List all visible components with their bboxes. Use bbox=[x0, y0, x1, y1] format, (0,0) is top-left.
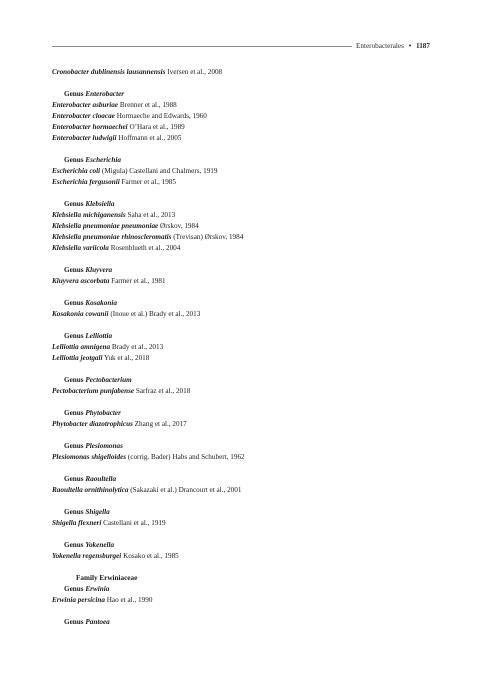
species-authority: Farmer et al., 1981 bbox=[111, 277, 166, 285]
genus-heading: Genus Pectobacterium bbox=[64, 376, 132, 384]
species-name: Shigella flexneri bbox=[52, 519, 102, 527]
bullet-separator: • bbox=[408, 42, 412, 50]
genus-name: Klebsiella bbox=[85, 200, 115, 208]
species-authority: Castellani et al., 1919 bbox=[103, 519, 166, 527]
genus-name: Shigella bbox=[85, 508, 110, 516]
species-name: Lelliottia amnigena bbox=[52, 343, 111, 351]
genus-heading: Genus Plesiomonas bbox=[64, 442, 123, 450]
species-name: Raoultella ornithinolytica bbox=[52, 486, 129, 494]
genus-name: Pantoea bbox=[85, 618, 110, 626]
genus-name: Erwinia bbox=[85, 585, 110, 593]
running-header bbox=[52, 40, 430, 52]
genus-block-lelliottia bbox=[52, 331, 432, 364]
taxonomy-list bbox=[52, 67, 432, 628]
running-title: Enterobacterales bbox=[356, 42, 404, 50]
genus-heading: Genus Yokenella bbox=[64, 541, 115, 549]
genus-name: Plesiomonas bbox=[85, 442, 123, 450]
species-name: Pectobacterium punjabense bbox=[52, 387, 135, 395]
species-name: Escherichia coli bbox=[52, 167, 101, 175]
species-entry bbox=[52, 386, 432, 397]
species-name: Klebsiella pneumoniae rhinoscleromatis bbox=[52, 233, 172, 241]
genus-block-pectobacterium bbox=[52, 375, 432, 397]
species-name: Plesiomonas shigelloides bbox=[52, 453, 127, 461]
species-name: Klebsiella pneumoniae pneumoniae bbox=[52, 222, 159, 230]
species-entry bbox=[52, 452, 432, 463]
page-number: 1187 bbox=[416, 42, 430, 50]
species-entry bbox=[52, 67, 432, 78]
family-heading: Family Erwiniaceae bbox=[76, 574, 138, 582]
genus-heading: Genus Enterobacter bbox=[64, 90, 125, 98]
header-text bbox=[356, 40, 430, 52]
genus-name: Enterobacter bbox=[85, 90, 125, 98]
species-name: Kluyvera ascorbata bbox=[52, 277, 110, 285]
genus-block-enterobacter bbox=[52, 89, 432, 144]
species-entry bbox=[52, 485, 432, 496]
species-name: Enterobacter asburiae bbox=[52, 101, 119, 109]
species-name: Erwinia persicina bbox=[52, 596, 105, 604]
genus-heading: Genus Kluyvera bbox=[64, 266, 113, 274]
species-name: Escherichia fergusonii bbox=[52, 178, 120, 186]
species-name: Cronobacter dublinensis lausannensis bbox=[52, 68, 166, 76]
genus-name: Escherichia bbox=[85, 156, 121, 164]
genus-block-phytobacter bbox=[52, 408, 432, 430]
species-authority: (Sakazaki et al.) Drancourt et al., 2001 bbox=[130, 486, 242, 494]
species-entry bbox=[52, 243, 432, 254]
genus-block-yokenella bbox=[52, 540, 432, 562]
species-authority: Brady et al., 2013 bbox=[111, 343, 164, 351]
species-authority: Rosenblueth et al., 2004 bbox=[110, 244, 181, 252]
species-authority: Brenner et al., 1988 bbox=[119, 101, 177, 109]
species-authority: (Migula) Castellani and Chalmers, 1919 bbox=[101, 167, 218, 175]
species-name: Enterobacter hormaechei bbox=[52, 123, 128, 131]
species-entry bbox=[52, 100, 432, 111]
species-authority: (Inoue et al.) Brady et al., 2013 bbox=[110, 310, 201, 318]
species-authority: Ørskov, 1984 bbox=[160, 222, 199, 230]
header-rule bbox=[52, 46, 352, 47]
species-entry bbox=[52, 210, 432, 221]
genus-heading: Genus Raoultella bbox=[64, 475, 117, 483]
species-entry bbox=[52, 518, 432, 529]
genus-block-kluyvera bbox=[52, 265, 432, 287]
species-authority: Sarfraz et al., 2018 bbox=[135, 387, 191, 395]
species-name: Klebsiella variicola bbox=[52, 244, 109, 252]
species-entry bbox=[52, 232, 432, 243]
genus-heading: Genus Kosakonia bbox=[64, 299, 117, 307]
family-block-erwiniaceae bbox=[52, 573, 432, 606]
species-entry bbox=[52, 221, 432, 232]
species-authority: Yuk et al., 2018 bbox=[104, 354, 150, 362]
species-authority: Farmer et al., 1985 bbox=[121, 178, 176, 186]
species-authority: O’Hara et al., 1989 bbox=[129, 123, 185, 131]
genus-block-shigella bbox=[52, 507, 432, 529]
genus-heading: Genus Phytobacter bbox=[64, 409, 121, 417]
genus-name: Yokenella bbox=[85, 541, 115, 549]
species-entry bbox=[52, 342, 432, 353]
genus-block-raoultella bbox=[52, 474, 432, 496]
genus-block-plesiomonas bbox=[52, 441, 432, 463]
genus-heading: Genus Shigella bbox=[64, 508, 110, 516]
genus-heading-pantoea: Genus Pantoea bbox=[64, 618, 110, 626]
species-authority: Iversen et al., 2008 bbox=[167, 68, 223, 76]
species-authority: Zhang et al., 2017 bbox=[134, 420, 187, 428]
species-entry bbox=[52, 177, 432, 188]
genus-heading: Genus Klebsiella bbox=[64, 200, 115, 208]
genus-heading: Genus Lelliottia bbox=[64, 332, 113, 340]
species-authority: Hoffmann et al., 2005 bbox=[118, 134, 182, 142]
species-entry bbox=[52, 122, 432, 133]
species-name: Enterobacter cloacae bbox=[52, 112, 115, 120]
genus-name: Kosakonia bbox=[85, 299, 117, 307]
genus-heading: Genus Escherichia bbox=[64, 156, 121, 164]
genus-block-klebsiella bbox=[52, 199, 432, 254]
species-authority: (corrig. Bader) Habs and Schubert, 1962 bbox=[127, 453, 245, 461]
species-authority: (Trevisan) Ørskov, 1984 bbox=[173, 233, 244, 241]
species-authority: Hao et al., 1990 bbox=[106, 596, 153, 604]
genus-block-kosakonia bbox=[52, 298, 432, 320]
species-name: Klebsiella michiganensis bbox=[52, 211, 126, 219]
species-name: Enterobacter ludwigii bbox=[52, 134, 117, 142]
genus-block-escherichia bbox=[52, 155, 432, 188]
species-entry bbox=[52, 309, 432, 320]
species-entry bbox=[52, 353, 432, 364]
genus-name: Phytobacter bbox=[85, 409, 121, 417]
species-name: Yokenella regensburgei bbox=[52, 552, 122, 560]
species-authority: Hormaeche and Edwards, 1960 bbox=[116, 112, 207, 120]
genus-name: Kluyvera bbox=[85, 266, 113, 274]
genus-name: Lelliottia bbox=[85, 332, 113, 340]
species-entry bbox=[52, 166, 432, 177]
species-entry bbox=[52, 419, 432, 430]
species-name: Phytobacter diazotrophicus bbox=[52, 420, 133, 428]
species-entry bbox=[52, 595, 432, 606]
species-name: Lelliottia jeotgali bbox=[52, 354, 103, 362]
genus-heading: Genus Erwinia bbox=[64, 585, 110, 593]
genus-name: Pectobacterium bbox=[85, 376, 132, 384]
species-entry bbox=[52, 133, 432, 144]
species-entry bbox=[52, 111, 432, 122]
species-entry bbox=[52, 276, 432, 287]
species-authority: Saha et al., 2013 bbox=[127, 211, 176, 219]
genus-name: Raoultella bbox=[85, 475, 117, 483]
species-entry bbox=[52, 551, 432, 562]
species-name: Kosakonia cowanii bbox=[52, 310, 109, 318]
species-authority: Kosako et al., 1985 bbox=[123, 552, 179, 560]
